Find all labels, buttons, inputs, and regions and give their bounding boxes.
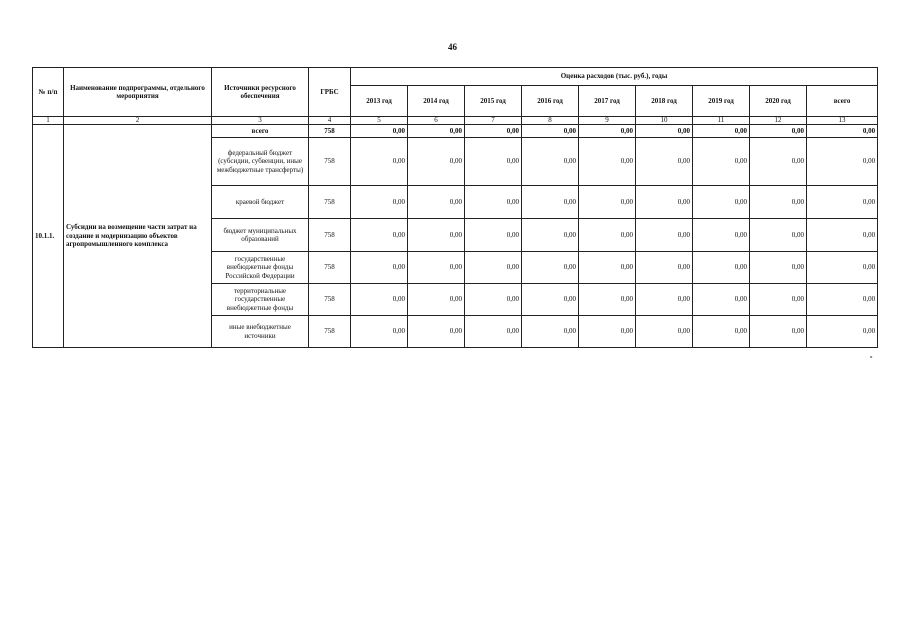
- value-cell: 0,00: [465, 316, 522, 348]
- header-name: Наименование подпрограммы, отдельного мероприятия: [64, 68, 212, 117]
- index-cell: 13: [807, 117, 878, 125]
- index-cell: 8: [522, 117, 579, 125]
- value-cell: 0,00: [351, 252, 408, 284]
- value-cell: 0,00: [465, 138, 522, 186]
- measure-code: 10.1.1.: [33, 125, 64, 348]
- value-cell: 0,00: [636, 252, 693, 284]
- index-cell: 9: [579, 117, 636, 125]
- value-cell: 0,00: [579, 252, 636, 284]
- value-cell: 0,00: [579, 284, 636, 316]
- header-grbs: ГРБС: [309, 68, 351, 117]
- value-cell: 0,00: [522, 125, 579, 138]
- value-cell: 0,00: [693, 252, 750, 284]
- header-year: 2020 год: [750, 86, 807, 117]
- source-cell: иные внебюджетные источники: [212, 316, 309, 348]
- value-cell: 0,00: [408, 252, 465, 284]
- value-cell: 0,00: [465, 252, 522, 284]
- value-cell: 0,00: [465, 219, 522, 252]
- value-cell: 0,00: [465, 284, 522, 316]
- value-cell: 0,00: [636, 186, 693, 219]
- value-cell: 0,00: [750, 186, 807, 219]
- value-cell: 0,00: [579, 186, 636, 219]
- value-cell: 0,00: [522, 252, 579, 284]
- source-cell: всего: [212, 125, 309, 138]
- value-cell: 0,00: [351, 284, 408, 316]
- value-cell: 0,00: [579, 219, 636, 252]
- header-total: всего: [807, 86, 878, 117]
- index-cell: 4: [309, 117, 351, 125]
- value-cell: 0,00: [750, 125, 807, 138]
- grbs-cell: 758: [309, 316, 351, 348]
- value-cell: 0,00: [579, 138, 636, 186]
- budget-table: [32, 67, 878, 348]
- value-cell: 0,00: [750, 219, 807, 252]
- grbs-cell: 758: [309, 125, 351, 138]
- value-cell: 0,00: [522, 219, 579, 252]
- value-cell: 0,00: [351, 186, 408, 219]
- value-cell: 0,00: [750, 316, 807, 348]
- value-cell: 0,00: [807, 284, 878, 316]
- value-cell: 0,00: [693, 219, 750, 252]
- value-cell: 0,00: [408, 125, 465, 138]
- value-cell: 0,00: [465, 186, 522, 219]
- table-row-total: [33, 125, 878, 138]
- index-cell: 12: [750, 117, 807, 125]
- index-cell: 1: [33, 117, 64, 125]
- grbs-cell: 758: [309, 284, 351, 316]
- header-source: Источники ресурсного обеспечения: [212, 68, 309, 117]
- value-cell: 0,00: [351, 125, 408, 138]
- value-cell: 0,00: [807, 252, 878, 284]
- value-cell: 0,00: [579, 125, 636, 138]
- value-cell: 0,00: [351, 138, 408, 186]
- header-year: 2014 год: [408, 86, 465, 117]
- index-cell: 5: [351, 117, 408, 125]
- value-cell: 0,00: [807, 186, 878, 219]
- source-cell: территориальные государственные внебюджетные фонды: [212, 284, 309, 316]
- header-year: 2018 год: [636, 86, 693, 117]
- value-cell: 0,00: [408, 284, 465, 316]
- header-row-1: [33, 68, 878, 86]
- header-year: 2017 год: [579, 86, 636, 117]
- value-cell: 0,00: [465, 125, 522, 138]
- value-cell: 0,00: [693, 186, 750, 219]
- value-cell: 0,00: [807, 125, 878, 138]
- value-cell: 0,00: [351, 316, 408, 348]
- value-cell: 0,00: [636, 284, 693, 316]
- value-cell: 0,00: [408, 219, 465, 252]
- value-cell: 0,00: [693, 316, 750, 348]
- value-cell: 0,00: [408, 316, 465, 348]
- value-cell: 0,00: [522, 316, 579, 348]
- index-cell: 3: [212, 117, 309, 125]
- index-cell: 2: [64, 117, 212, 125]
- source-cell: государственные внебюджетные фонды Российской Федерации: [212, 252, 309, 284]
- page-number: 46: [448, 42, 457, 52]
- value-cell: 0,00: [693, 125, 750, 138]
- source-cell: краевой бюджет: [212, 186, 309, 219]
- value-cell: 0,00: [693, 284, 750, 316]
- value-cell: 0,00: [807, 138, 878, 186]
- header-year: 2016 год: [522, 86, 579, 117]
- header-year: 2013 год: [351, 86, 408, 117]
- header-cost-group: Оценка расходов (тыс. руб.), годы: [351, 68, 878, 86]
- value-cell: 0,00: [522, 138, 579, 186]
- value-cell: 0,00: [750, 252, 807, 284]
- value-cell: 0,00: [750, 138, 807, 186]
- value-cell: 0,00: [807, 316, 878, 348]
- value-cell: 0,00: [636, 138, 693, 186]
- value-cell: 0,00: [750, 284, 807, 316]
- index-cell: 6: [408, 117, 465, 125]
- grbs-cell: 758: [309, 138, 351, 186]
- end-quote-mark: »: [870, 355, 873, 360]
- index-cell: 10: [636, 117, 693, 125]
- value-cell: 0,00: [351, 219, 408, 252]
- index-cell: 11: [693, 117, 750, 125]
- value-cell: 0,00: [636, 219, 693, 252]
- source-cell: бюджет муниципальных образований: [212, 219, 309, 252]
- header-num: № п/п: [33, 68, 64, 117]
- value-cell: 0,00: [636, 316, 693, 348]
- index-cell: 7: [465, 117, 522, 125]
- header-year: 2019 год: [693, 86, 750, 117]
- measure-name: Субсидии на возмещение части затрат на создание и модернизацию объектов агропромышленного комплекса: [64, 125, 212, 348]
- index-row: [33, 117, 878, 125]
- source-cell: федеральный бюджет (субсидии, субвенции, иные межбюджетные трансферты): [212, 138, 309, 186]
- grbs-cell: 758: [309, 219, 351, 252]
- value-cell: 0,00: [579, 316, 636, 348]
- grbs-cell: 758: [309, 186, 351, 219]
- grbs-cell: 758: [309, 252, 351, 284]
- value-cell: 0,00: [408, 186, 465, 219]
- value-cell: 0,00: [522, 186, 579, 219]
- value-cell: 0,00: [522, 284, 579, 316]
- header-year: 2015 год: [465, 86, 522, 117]
- value-cell: 0,00: [636, 125, 693, 138]
- value-cell: 0,00: [693, 138, 750, 186]
- value-cell: 0,00: [408, 138, 465, 186]
- value-cell: 0,00: [807, 219, 878, 252]
